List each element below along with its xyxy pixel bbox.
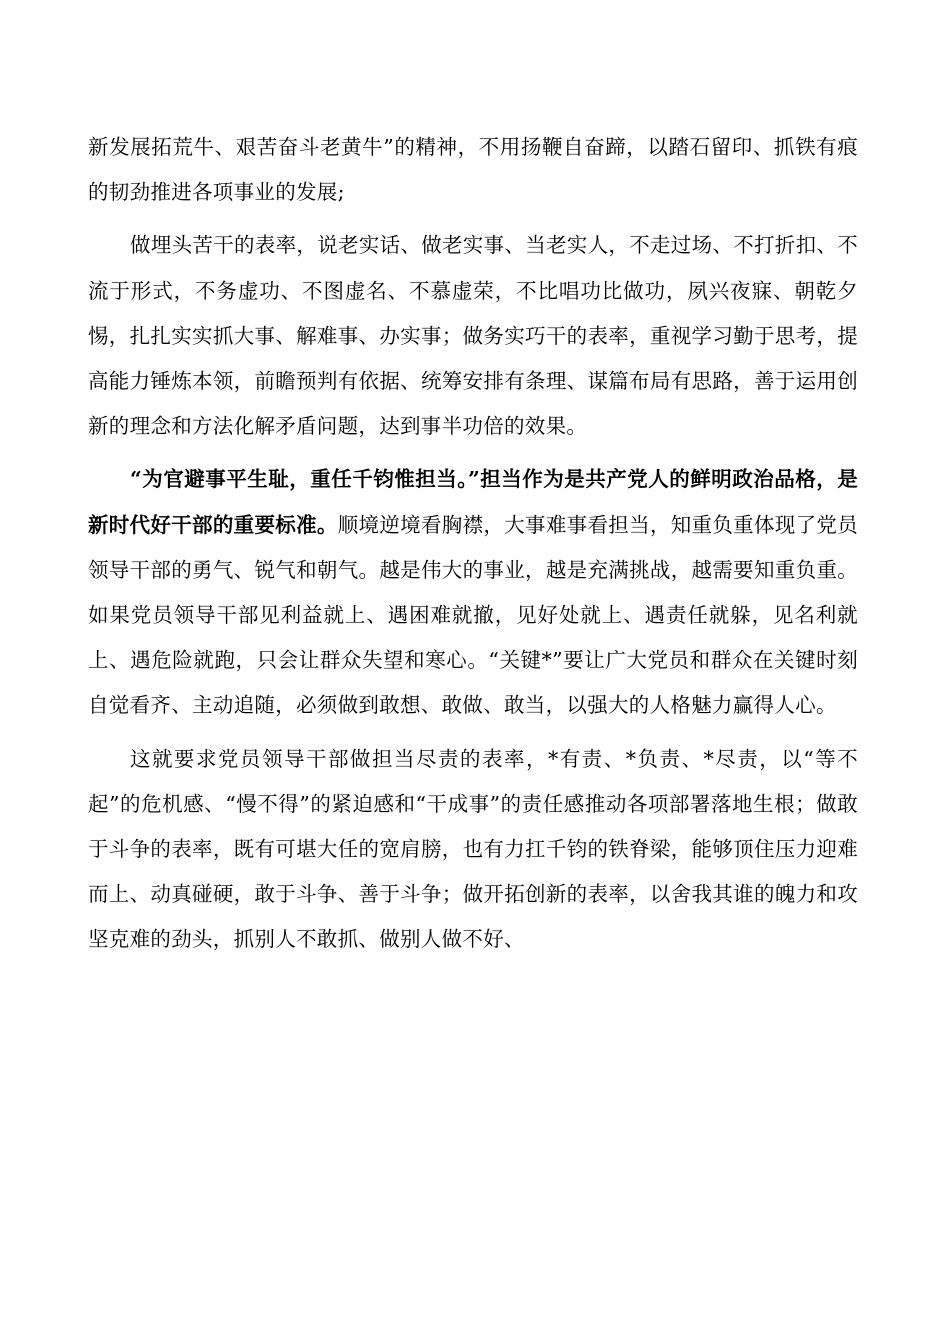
paragraph-1 xyxy=(88,125,858,215)
paragraph-2 xyxy=(88,223,858,449)
paragraph-1-text: 新发展拓荒牛、艰苦奋斗老黄牛”的精神，不用扬鞭自奋蹄，以踏石留印、抓铁有痕的韧劲推进各项事业的发展; xyxy=(88,135,858,205)
paragraph-3-bold-lead: “为官避事平生耻，重任千钧惟担当。”担当作为是共产党人的鲜明政治品格，是新时代好干部的重要标准。 xyxy=(88,467,858,537)
document-page xyxy=(88,125,858,963)
paragraph-4-text: 这就要求党员领导干部做担当尽责的表率，*有责、*负责、*尽责，以“等不起”的危机感、“慢不得”的紧迫感和“干成事”的责任感推动各项部署落地生根；做敢于斗争的表率，既有可堪大任的宽肩膀，也有力扛千钧的铁脊梁，能够顶住压力迎难而上、动真碰硬，敢于斗争、善于斗争；做开拓创新的表率，以舍我其谁的魄力和攻坚克难的劲头，抓别人不敢抓、做别人做不好、 xyxy=(88,746,858,952)
paragraph-3 xyxy=(88,457,858,728)
paragraph-2-text: 做埋头苦干的表率，说老实话、做老实事、当老实人，不走过场、不打折扣、不流于形式，不务虚功、不图虚名、不慕虚荣，不比唱功比做功，夙兴夜寐、朝乾夕惕，扎扎实实抓大事、解难事、办实事；做务实巧干的表率，重视学习勤于思考，提高能力锤炼本领，前瞻预判有依据、统筹安排有条理、谋篇布局有思路，善于运用创新的理念和方法化解矛盾问题，达到事半功倍的效果。 xyxy=(88,233,858,439)
paragraph-3-text: 顺境逆境看胸襟，大事难事看担当，知重负重体现了党员领导干部的勇气、锐气和朝气。越是伟大的事业，越是充满挑战，越需要知重负重。如果党员领导干部见利益就上、遇困难就撤，见好处就上、遇责任就躲，见名利就上、遇危险就跑，只会让群众失望和寒心。“关键*”要让广大党员和群众在关键时刻自觉看齐、主动追随，必须做到敢想、敢做、敢当，以强大的人格魅力赢得人心。 xyxy=(88,512,858,718)
paragraph-4 xyxy=(88,737,858,963)
